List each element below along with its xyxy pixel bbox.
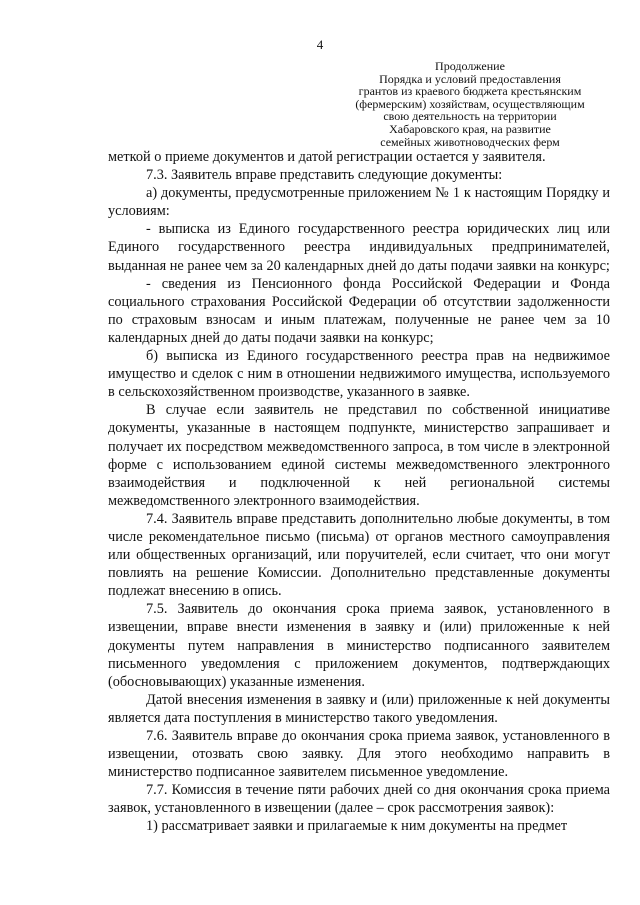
paragraph: меткой о приеме документов и датой регистрации остается у заявителя.	[108, 149, 546, 165]
paragraph: Датой внесения изменения в заявку и (или) приложенные к ней документы является дата поступления в министерство такого уведомления.	[108, 691, 610, 726]
paragraph: 7.4. Заявитель вправе представить дополнительно любые документы, в том числе рекомендательное письмо (письма) от органов местного самоуправления или общественных организаций, или поручителей, если считает, что они могут повлиять на решение Комиссии. Дополнительно представленные документы подлежат внесению в опись.	[108, 510, 610, 600]
paragraph: - сведения из Пенсионного фонда Российской Федерации и Фонда социального страхования Российской Федерации об отсутствии задолженности по страховым взносам и иным платежам, полученные не ранее чем за 10 календарных дней до даты подачи заявки на конкурс;	[108, 275, 610, 346]
header-line: свою деятельность на территории	[383, 109, 557, 124]
paragraph: б) выписка из Единого государственного реестра прав на недвижимое имущество и сделок с ним в отношении недвижимого имущества, используемого в сельскохозяйственном производстве, указанного в заявке.	[108, 348, 610, 401]
document-header	[350, 60, 590, 148]
paragraph: 7.7. Комиссия в течение пяти рабочих дней со дня окончания срока приема заявок, установленного в извещении (далее – срок рассмотрения заявок):	[108, 782, 610, 817]
header-line: Хабаровского края, на развитие	[389, 121, 551, 136]
header-line: (фермерским) хозяйствам, осуществляющим	[355, 96, 585, 111]
paragraph: 7.3. Заявитель вправе представить следующие документы:	[146, 167, 503, 184]
paragraph: 7.6. Заявитель вправе до окончания срока приема заявок, установленного в извещении, отозвать свою заявку. Для этого необходимо направить в министерство подписанное заявителем письменное уведомление.	[108, 728, 610, 781]
header-line: Продолжение	[435, 59, 505, 73]
page-number: 4	[316, 37, 324, 52]
header-line: семейных животноводческих ферм	[380, 134, 560, 149]
paragraph: а) документы, предусмотренные приложением № 1 к настоящим Порядку и условиям:	[108, 185, 610, 220]
header-line: Порядка и условий предоставления	[379, 71, 561, 86]
paragraph: 1) рассматривает заявки и прилагаемые к ним документы на предмет	[146, 818, 568, 835]
header-line: грантов из краевого бюджета крестьянским	[358, 84, 582, 99]
document-body	[108, 148, 610, 836]
paragraph: 7.5. Заявитель до окончания срока приема заявок, установленного в извещении, вправе внести изменения в заявку и (или) приложенные к ней документы путем направления в министерство подписанного заявителем письменного уведомления с приложением документов, подтверждающих (обосновывающих) указанные изменения.	[108, 601, 610, 690]
paragraph: - выписка из Единого государственного реестра юридических лиц или Единого государственного реестра индивидуальных предпринимателей, выданная не ранее чем за 20 календарных дней до даты подачи заявки на конкурс;	[108, 221, 610, 274]
paragraph: В случае если заявитель не представил по собственной инициативе документы, указанные в настоящем подпункте, министерство запрашивает и получает их посредством межведомственного запроса, в том числе в электронной форме с использованием единой системы межведомственного электронного взаимодействия и подключенной к ней региональной системы межведомственного электронного взаимодействия.	[108, 402, 610, 509]
